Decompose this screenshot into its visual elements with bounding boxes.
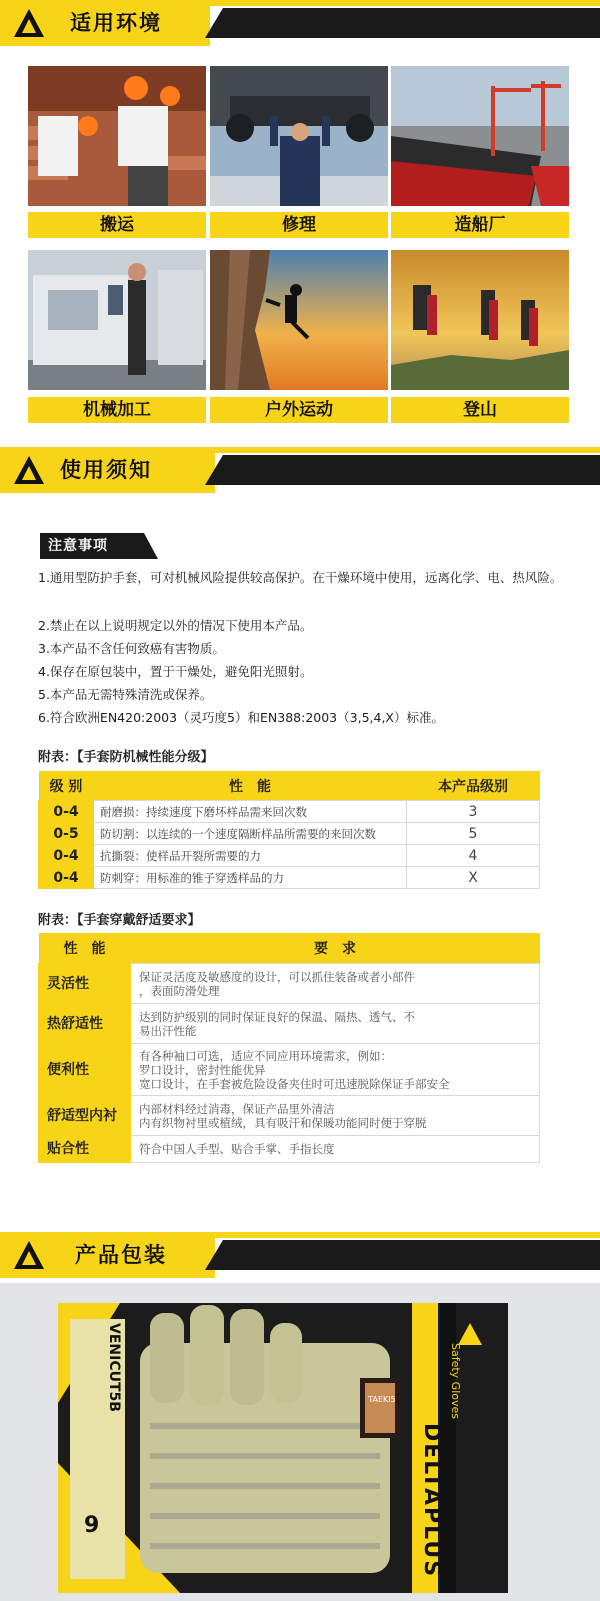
header-black-band: [205, 8, 600, 38]
grade-cell: 5: [407, 823, 540, 845]
section-header-packaging: [0, 1232, 600, 1278]
requirement-cell: 符合中国人手型、贴合手掌、手指长度: [131, 1136, 540, 1163]
requirement-cell: 有各种袖口可选，适应不同应用环境需求，例如： 罗口设计，密封性能优异 宽口设计，在手套被危险设备夹住时可迅速脱除保证手部安全: [131, 1044, 540, 1096]
photo-outdoor: [210, 250, 388, 390]
grade-cell: 4: [407, 845, 540, 867]
deltaplus-logo-icon: [12, 454, 46, 486]
header-black-band: [205, 1240, 600, 1270]
notice-label: 注意事项: [40, 533, 158, 559]
property-cell: 舒适型内衬: [39, 1096, 131, 1136]
level-cell: 0-4: [39, 867, 94, 889]
table-row: [39, 1044, 540, 1096]
table-row: [39, 801, 540, 823]
product-package-image: [0, 1283, 600, 1601]
caption-carrying: 搬运: [28, 212, 206, 238]
table-row: [39, 845, 540, 867]
performance-cell: 防刺穿：用标准的锥子穿透样品的力: [94, 867, 407, 889]
property-cell: 便利性: [39, 1044, 131, 1096]
deltaplus-logo-icon: [12, 7, 46, 39]
section-header-instructions: [0, 447, 600, 493]
package-tag-label: TAEKI5: [368, 1395, 396, 1404]
table-header-cell: 性 能: [39, 933, 131, 964]
requirement-cell: 达到防护级别的同时保证良好的保温、隔热、透气、不 易出汗性能: [131, 1004, 540, 1044]
mechanical-performance-table: [38, 771, 540, 889]
package-size-label: 9: [84, 1513, 100, 1538]
notice-item: 6.符合欧洲EN420:2003（灵巧度5）和EN388:2003（3,5,4,X）标准。: [38, 710, 444, 725]
section-header-environment: [0, 0, 600, 46]
table-header-cell: 本产品级别: [407, 771, 540, 801]
comfort-requirements-table: [38, 933, 540, 1163]
section-title: 使用须知: [60, 458, 152, 482]
caption-outdoor: 户外运动: [210, 397, 388, 423]
property-cell: 热舒适性: [39, 1004, 131, 1044]
notice-item: 1.通用型防护手套，可对机械风险提供较高保护。在干燥环境中使用，远离化学、电、热风险。: [38, 570, 563, 585]
level-cell: 0-4: [39, 801, 94, 823]
notice-item: 5.本产品无需特殊清洗或保养。: [38, 687, 213, 702]
package-brand-label: DELTAPLUS: [419, 1423, 444, 1579]
caption-climbing: 登山: [391, 397, 569, 423]
table-row: [39, 1004, 540, 1044]
notice-item: 3.本产品不含任何致癌有害物质。: [38, 641, 225, 656]
requirement-cell: 内部材料经过消毒，保证产品里外清洁 内有织物衬里或植绒，具有吸汗和保暖功能同时便于穿脱: [131, 1096, 540, 1136]
caption-repair: 修理: [210, 212, 388, 238]
requirement-cell: 保证灵活度及敏感度的设计，可以抓住装备或者小部件 ，表面防滑处理: [131, 964, 540, 1004]
table-header-cell: 性 能: [94, 771, 407, 801]
package-subtitle-label: Safety Gloves: [449, 1343, 462, 1420]
notice-item: 4.保存在原包装中，置于干燥处，避免阳光照射。: [38, 664, 313, 679]
table1-title: 附表：【手套防机械性能分级】: [38, 750, 214, 765]
performance-cell: 防切割：以连续的一个速度隔断样品所需要的来回次数: [94, 823, 407, 845]
header-black-band: [205, 455, 600, 485]
deltaplus-logo-icon: [12, 1239, 46, 1271]
table-row: [39, 823, 540, 845]
photo-machining: [28, 250, 206, 390]
performance-cell: 耐磨损：持续速度下磨坏样品需来回次数: [94, 801, 407, 823]
photo-carrying: [28, 66, 206, 206]
table-header-cell: 要 求: [131, 933, 540, 964]
section-title: 产品包装: [75, 1243, 167, 1267]
table-row: [39, 1096, 540, 1136]
table-header-row: [39, 771, 540, 801]
grade-cell: X: [407, 867, 540, 889]
package-model-label: VENICUT5B: [106, 1323, 122, 1412]
table-header-row: [39, 933, 540, 964]
table-row: [39, 867, 540, 889]
photo-repair: [210, 66, 388, 206]
caption-shipyard: 造船厂: [391, 212, 569, 238]
property-cell: 灵活性: [39, 964, 131, 1004]
caption-machining: 机械加工: [28, 397, 206, 423]
level-cell: 0-4: [39, 845, 94, 867]
property-cell: 贴合性: [39, 1136, 131, 1163]
photo-climbing: [391, 250, 569, 390]
notice-item: 2.禁止在以上说明规定以外的情况下使用本产品。: [38, 618, 313, 633]
performance-cell: 抗撕裂：使样品开裂所需要的力: [94, 845, 407, 867]
table-row: [39, 964, 540, 1004]
table-header-cell: 级 别: [39, 771, 94, 801]
level-cell: 0-5: [39, 823, 94, 845]
photo-shipyard: [391, 66, 569, 206]
section-title: 适用环境: [70, 11, 162, 35]
grade-cell: 3: [407, 801, 540, 823]
table-row: [39, 1136, 540, 1163]
table2-title: 附表：【手套穿戴舒适要求】: [38, 913, 201, 928]
